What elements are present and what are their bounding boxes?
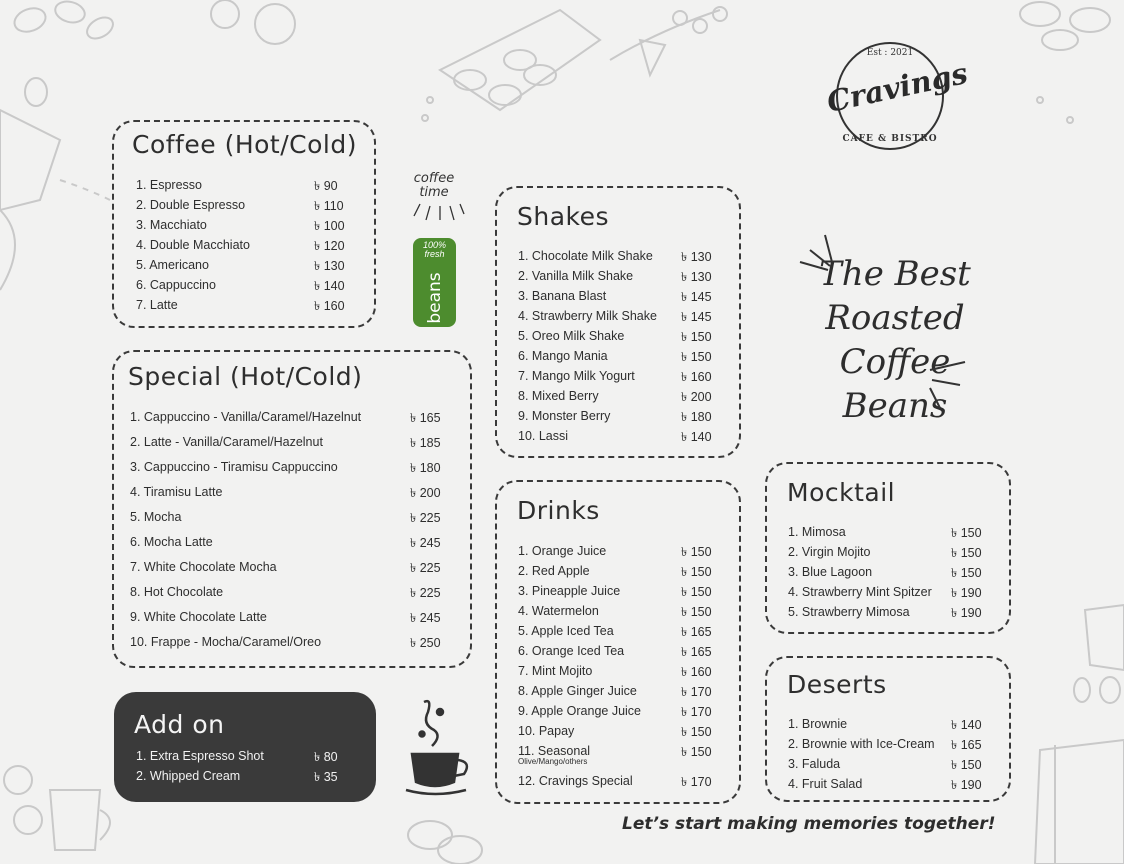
menu-item: 5. Oreo Milk Shake — [518, 329, 625, 343]
menu-price: ৳ 150 — [681, 565, 712, 579]
menu-price: ৳ 190 — [951, 778, 982, 792]
menu-price: ৳ 200 — [410, 486, 441, 500]
menu-price: ৳ 190 — [951, 606, 982, 620]
drinks-section — [495, 480, 741, 804]
menu-price: ৳ 190 — [951, 586, 982, 600]
beans-fresh: fresh — [424, 249, 445, 259]
mocktail-section — [765, 462, 1011, 634]
menu-price: ৳ 170 — [681, 775, 712, 789]
menu-item: 3. Banana Blast — [518, 289, 607, 303]
menu-price: ৳ 90 — [314, 179, 338, 193]
menu-price: ৳ 180 — [410, 461, 441, 475]
menu-price: ৳ 165 — [951, 738, 982, 752]
menu-price: ৳ 150 — [681, 585, 712, 599]
menu-item: 7. White Chocolate Mocha — [130, 560, 277, 574]
shakes-title: Shakes — [517, 202, 610, 231]
menu-item: 2. Red Apple — [518, 564, 590, 578]
tagline-line3: Beans — [842, 386, 948, 426]
menu-item: 8. Mixed Berry — [518, 389, 599, 403]
menu-price: ৳ 160 — [681, 665, 712, 679]
menu-price: ৳ 200 — [681, 390, 712, 404]
menu-item: 2. Whipped Cream — [136, 769, 241, 783]
coffee-cup-icon — [402, 694, 472, 798]
menu-item: 10. Lassi — [518, 429, 569, 443]
menu-price: ৳ 110 — [314, 199, 344, 213]
menu-item: 1. Orange Juice — [518, 544, 607, 558]
menu-item: 9. Monster Berry — [518, 409, 611, 423]
menu-item: 4. Strawberry Mint Spitzer — [788, 585, 932, 599]
menu-item: 9. White Chocolate Latte — [130, 610, 267, 624]
beans-percent: 100% — [422, 240, 447, 250]
menu-price: ৳ 170 — [681, 685, 712, 699]
menu-price: ৳ 150 — [951, 546, 982, 560]
menu-price: ৳ 170 — [681, 705, 712, 719]
menu-item: 5. Mocha — [130, 510, 182, 524]
menu-price: ৳ 160 — [681, 370, 712, 384]
menu-item: 6. Orange Iced Tea — [518, 644, 625, 658]
menu-item: 10. Papay — [518, 724, 575, 738]
menu-item: 3. Pineapple Juice — [518, 584, 621, 598]
menu-price: ৳ 130 — [314, 259, 345, 273]
beans-badge-top — [413, 241, 456, 259]
menu-item: 5. Strawberry Mimosa — [788, 605, 910, 619]
menu-item: 1. Brownie — [788, 717, 848, 731]
shakes-section — [495, 186, 741, 458]
menu-item-subtext: Olive/Mango/others — [518, 757, 588, 766]
menu-item: 6. Mocha Latte — [130, 535, 213, 549]
menu-price: ৳ 165 — [681, 625, 712, 639]
menu-price: ৳ 165 — [410, 411, 441, 425]
menu-price: ৳ 250 — [410, 636, 441, 650]
menu-item: 1. Cappuccino - Vanilla/Caramel/Hazelnut — [130, 410, 362, 424]
menu-item: 2. Virgin Mojito — [788, 545, 871, 559]
menu-item: 10. Frappe - Mocha/Caramel/Oreo — [130, 635, 322, 649]
menu-item: 4. Tiramisu Latte — [130, 485, 223, 499]
special-section — [112, 350, 472, 668]
menu-price: ৳ 150 — [681, 725, 712, 739]
menu-item: 2. Brownie with Ice-Cream — [788, 737, 935, 751]
menu-item: 4. Double Macchiato — [136, 238, 250, 252]
menu-item: 4. Fruit Salad — [788, 777, 863, 791]
menu-price: ৳ 245 — [410, 536, 441, 550]
menu-item: 3. Cappuccino - Tiramisu Cappuccino — [130, 460, 338, 474]
menu-item: 6. Mango Mania — [518, 349, 608, 363]
addon-title: Add on — [134, 710, 225, 739]
menu-item: 3. Faluda — [788, 757, 841, 771]
menu-price: ৳ 160 — [314, 299, 345, 313]
menu-price: ৳ 225 — [410, 586, 441, 600]
coffee-time-badge — [408, 172, 460, 200]
menu-price: ৳ 150 — [681, 745, 712, 759]
menu-item: 5. Americano — [136, 258, 209, 272]
logo-name: Cravings — [823, 56, 971, 119]
menu-price: ৳ 150 — [951, 566, 982, 580]
logo-est: Est : 2021 — [866, 48, 914, 58]
menu-item: 3. Blue Lagoon — [788, 565, 873, 579]
brand-logo — [823, 42, 971, 158]
menu-item: 2. Vanilla Milk Shake — [518, 269, 634, 283]
menu-price: ৳ 150 — [951, 758, 982, 772]
menu-item: 6. Cappuccino — [136, 278, 216, 292]
menu-item: 2. Latte - Vanilla/Caramel/Hazelnut — [130, 435, 323, 449]
menu-price: ৳ 120 — [314, 239, 345, 253]
menu-item: 7. Latte — [136, 298, 178, 312]
menu-price: ৳ 80 — [314, 750, 338, 764]
menu-price: ৳ 130 — [681, 250, 712, 264]
fresh-beans-badge — [413, 238, 456, 327]
menu-price: ৳ 140 — [951, 718, 982, 732]
deserts-title: Deserts — [787, 670, 887, 699]
menu-item-name: 11. Seasonal — [518, 744, 591, 758]
menu-price: ৳ 180 — [681, 410, 712, 424]
coffee-time-word1: coffee — [413, 171, 455, 186]
menu-item: 5. Apple Iced Tea — [518, 624, 614, 638]
footer-slogan: Let’s start making memories together! — [622, 814, 996, 834]
tagline-flourish — [790, 230, 990, 420]
menu-price: ৳ 35 — [314, 770, 338, 784]
menu-price: ৳ 140 — [314, 279, 345, 293]
menu-item: 1. Extra Espresso Shot — [136, 749, 264, 763]
menu-item: 3. Macchiato — [136, 218, 207, 232]
menu-price: ৳ 225 — [410, 511, 441, 525]
coffee-time-word2: time — [419, 185, 449, 200]
menu-item: 7. Mint Mojito — [518, 664, 593, 678]
menu-price: ৳ 145 — [681, 290, 712, 304]
beans-word: beans — [425, 272, 445, 324]
menu-price: ৳ 150 — [681, 350, 712, 364]
menu-item: 1. Chocolate Milk Shake — [518, 249, 653, 263]
deserts-section — [765, 656, 1011, 802]
menu-item: 4. Strawberry Milk Shake — [518, 309, 657, 323]
menu-price: ৳ 150 — [681, 545, 712, 559]
coffee-title: Coffee (Hot/Cold) — [132, 130, 357, 159]
menu-price: ৳ 130 — [681, 270, 712, 284]
menu-item: 9. Apple Orange Juice — [518, 704, 641, 718]
menu-item: 1. Espresso — [136, 178, 203, 192]
menu-item: 12. Cravings Special — [518, 774, 633, 788]
menu-price: ৳ 150 — [681, 330, 712, 344]
menu-item: 4. Watermelon — [518, 604, 599, 618]
menu-price: ৳ 150 — [951, 526, 982, 540]
menu-item: 2. Double Espresso — [136, 198, 246, 212]
mocktail-title: Mocktail — [787, 478, 896, 507]
menu-price: ৳ 225 — [410, 561, 441, 575]
menu-price: ৳ 245 — [410, 611, 441, 625]
tagline-line2: Roasted Coffee — [825, 298, 965, 382]
menu-price: ৳ 165 — [681, 645, 712, 659]
menu-price: ৳ 140 — [681, 430, 712, 444]
menu-item: 8. Hot Chocolate — [130, 585, 224, 599]
menu-item: 8. Apple Ginger Juice — [518, 684, 637, 698]
special-title: Special (Hot/Cold) — [128, 362, 363, 391]
menu-item — [518, 744, 590, 766]
menu-price: ৳ 145 — [681, 310, 712, 324]
menu-price: ৳ 185 — [410, 436, 441, 450]
menu-item: 7. Mango Milk Yogurt — [518, 369, 635, 383]
addon-section — [114, 692, 376, 802]
coffee-time-rays-icon — [412, 200, 466, 222]
logo-subtitle: CAFE & BISTRO — [842, 134, 938, 144]
menu-price: ৳ 100 — [314, 219, 345, 233]
drinks-title: Drinks — [517, 496, 600, 525]
coffee-section — [112, 120, 376, 328]
menu-price: ৳ 150 — [681, 605, 712, 619]
menu-item: 1. Mimosa — [788, 525, 846, 539]
tagline-line1: The Best — [819, 254, 971, 294]
